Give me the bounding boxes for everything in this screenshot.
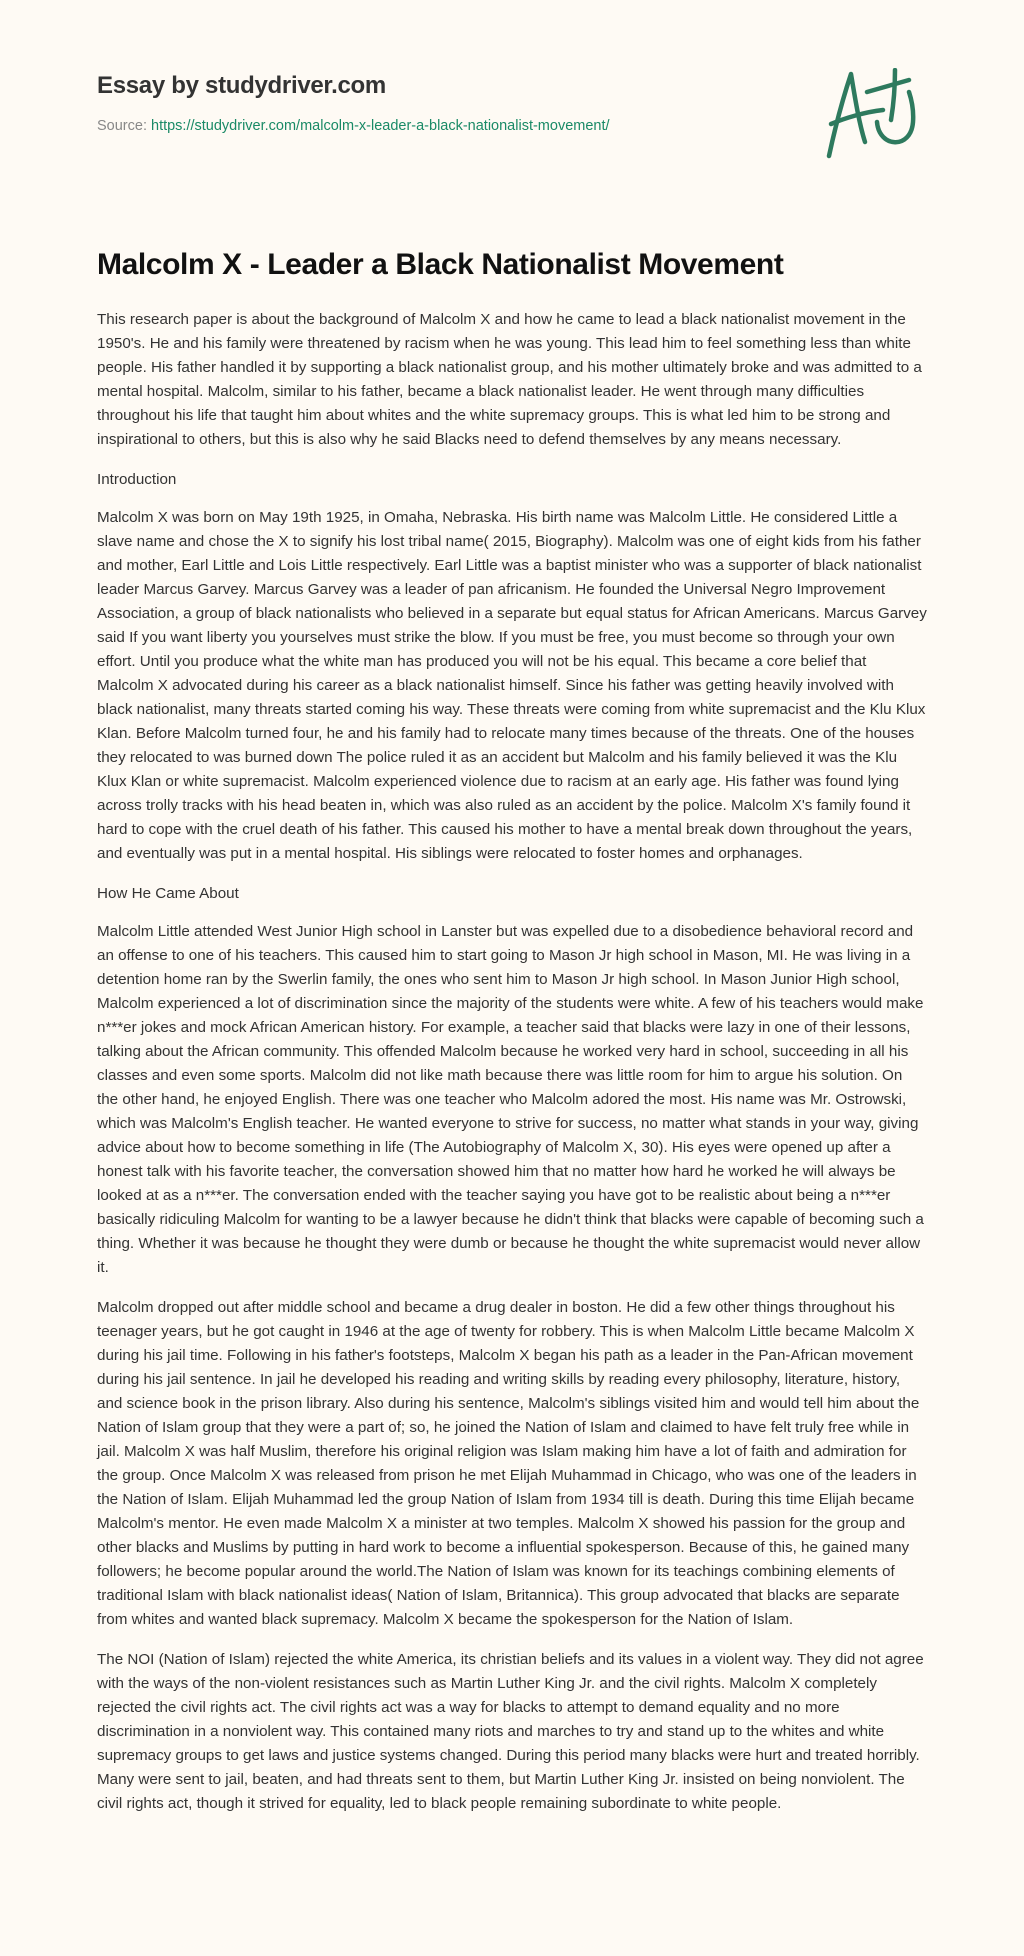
essay-body [97, 248, 927, 1832]
essay-paragraph: Malcolm Little attended West Junior High school in Lanster but was expelled due to a disobedience behavioral record and an offense to one of his teachers. This caused him to start going to Mason Jr high school in Mason, MI. He was living in a detention home ran by the Swerlin family, the ones who sent him to Mason Jr high school. In Mason Junior High school, Malcolm experienced a lot of discrimination since the majority of the students were white. A few of his teachers would make n***er jokes and mock African American history. For example, a teacher said that blacks were lazy in one of their lessons, talking about the African community. This offended Malcolm because he worked very hard in school, succeeding in all his classes and even some sports. Malcolm did not like math because there was little room for him to argue his solution. On the other hand, he enjoyed English. There was one teacher who Malcolm adored the most. His name was Mr. Ostrowski, which was Malcolm's English teacher. He wanted everyone to strive for success, no matter what stands in your way, giving advice about how to become something in life (The Autobiography of Malcolm X, 30). His eyes were opened up after a honest talk with his favorite teacher, the conversation showed him that no matter how hard he worked he will always be looked at as a n***er. The conversation ended with the teacher saying you have got to be realistic about being a n***er basically ridiculing Malcolm for wanting to be a lawyer because he didn't think that blacks were capable of becoming such a thing. Whether it was because he thought they were dumb or because he thought the white supremacist would never allow it. [97, 923, 924, 1276]
essay-paragraph: This research paper is about the background of Malcolm X and how he came to lead a black nationalist movement in the 1950's. He and his family were threatened by racism when he was young. This lead him to feel something less than white people. His father handled it by supporting a black nationalist group, and his mother ultimately broke and was admitted to a mental hospital. Malcolm, similar to his father, became a black nationalist leader. He went through many difficulties throughout his life that taught him about whites and the white supremacy groups. This is what led him to be strong and inspirational to others, but this is also why he said Blacks need to defend themselves by any means necessary. [97, 311, 922, 448]
source-line [97, 118, 610, 134]
essay-title: Malcolm X - Leader a Black Nationalist Movement [97, 248, 784, 281]
section-heading-how-he-came-about: How He Came About [97, 885, 239, 902]
essay-paragraph: Malcolm dropped out after middle school and became a drug dealer in boston. He did a few other things throughout his teenager years, but he got caught in 1946 at the age of twenty for robbery. This is when Malcolm Little became Malcolm X during his jail time. Following in his father's footsteps, Malcolm X began his path as a leader in the Pan-African movement during his jail sentence. In jail he developed his reading and writing skills by reading every philosophy, literature, history, and science book in the prison library. Also during his sentence, Malcolm's siblings visited him and would tell him about the Nation of Islam group that they were a part of; so, he joined the Nation of Islam and claimed to have felt truly free while in jail. Malcolm X was half Muslim, therefore his original religion was Islam making him have a lot of faith and admiration for the group. Once Malcolm X was released from prison he met Elijah Muhammad in Chicago, who was one of the leaders in the Nation of Islam. Elijah Muhammad led the group Nation of Islam from 1934 till is death. During this time Elijah became Malcolm's mentor. He even made Malcolm X a minister at two temples. Malcolm X showed his passion for the group and other blacks and Muslims by putting in hard work to become a influential spokesperson. Because of this, he gained many followers; he become popular around the world.The Nation of Islam was known for its teachings combining elements of traditional Islam with black nationalist ideas( Nation of Islam, Britannica). This group advocated that blacks are separate from whites and wanted black supremacy. Malcolm X became the spokesperson for the Nation of Islam. [97, 1299, 920, 1628]
source-label: Source: [97, 118, 151, 134]
essay-paragraph: Malcolm X was born on May 19th 1925, in Omaha, Nebraska. His birth name was Malcolm Little. He considered Little a slave name and chose the X to signify his lost tribal name( 2015, Biography). Malcolm was one of eight kids from his father and mother, Earl Little and Lois Little respectively. Earl Little was a baptist minister who was a supporter of black nationalist leader Marcus Garvey. Marcus Garvey was a leader of pan africanism. He founded the Universal Negro Improvement Association, a group of black nationalists who believed in a separate but equal status for African Americans. Marcus Garvey said If you want liberty you yourselves must strike the blow. If you must be free, you must become so through your own effort. Until you produce what the white man has produced you will not be his equal. This became a core belief that Malcolm X advocated during his career as a black nationalist himself. Since his father was getting heavily involved with black nationalist, many threats started coming his way. These threats were coming from white supremacist and the Klu Klux Klan. Before Malcolm turned four, he and his family had to relocate many times because of the threats. One of the houses they relocated to was burned down The police ruled it as an accident but Malcolm and his family believed it was the Klu Klux Klan or white supremacist. Malcolm experienced violence due to racism at an early age. His father was found lying across trolly tracks with his head beaten in, which was also ruled as an accident by the police. Malcolm X's family found it hard to cope with the cruel death of his father. This caused his mother to have a mental break down throughout the years, and eventually was put in a mental hospital. His siblings were relocated to foster homes and orphanages. [97, 509, 927, 862]
essay-paragraph: The NOI (Nation of Islam) rejected the white America, its christian beliefs and its values in a violent way. They did not agree with the ways of the non-violent resistances such as Martin Luther King Jr. and the civil rights. Malcolm X completely rejected the civil rights act. The civil rights act was a way for blacks to attempt to demand equality and no more discrimination in a nonviolent way. This contained many riots and marches to try and stand up to the whites and white supremacy groups to get laws and justice systems changed. During this period many blacks were hurt and treated horribly. Many were sent to jail, beaten, and had threats sent to them, but Martin Luther King Jr. insisted on being nonviolent. The civil rights act, though it strived for equality, led to black people remaining subordinate to white people. [97, 1651, 924, 1812]
site-brand: Essay by studydriver.com [97, 72, 386, 99]
site-header [97, 72, 610, 134]
a-plus-logo-icon [825, 68, 935, 168]
source-link[interactable]: https://studydriver.com/malcolm-x-leader-a-black-nationalist-movement/ [151, 118, 610, 134]
section-heading-introduction: Introduction [97, 471, 177, 488]
